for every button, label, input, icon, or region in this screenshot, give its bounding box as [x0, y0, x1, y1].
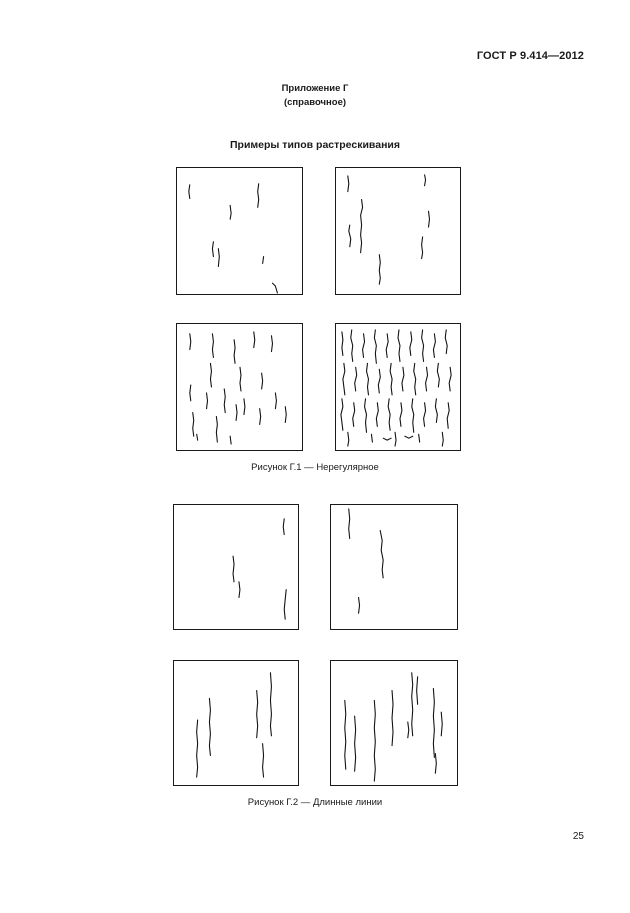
crack-pattern-drawing	[177, 324, 302, 450]
appendix-heading	[0, 82, 630, 110]
appendix-title: Приложение Г	[281, 83, 349, 94]
crack-pattern-drawing	[174, 661, 298, 785]
crack-panel-long-lines-light	[330, 504, 458, 630]
crack-panel-irregular-sparse	[176, 167, 303, 295]
figure-caption: Рисунок Г.1 — Нерегулярное	[251, 462, 379, 473]
crack-panel-long-lines-medium	[173, 660, 299, 786]
standard-code: ГОСТ Р 9.414—2012	[476, 50, 584, 62]
crack-panel-irregular-dense	[335, 323, 461, 451]
page-number: 25	[572, 831, 584, 842]
crack-pattern-drawing	[174, 505, 298, 629]
section-title: Примеры типов растрескивания	[229, 139, 401, 151]
crack-pattern-drawing	[331, 505, 457, 629]
figure-caption: Рисунок Г.2 — Длинные линии	[247, 797, 383, 808]
crack-pattern-drawing	[177, 168, 302, 294]
crack-panel-long-lines-sparse	[173, 504, 299, 630]
crack-panel-long-lines-dense	[330, 660, 458, 786]
crack-pattern-drawing	[336, 168, 460, 294]
appendix-subtitle: (справочное)	[283, 97, 347, 108]
crack-pattern-drawing	[331, 661, 457, 785]
crack-panel-irregular-medium	[176, 323, 303, 451]
crack-pattern-drawing	[336, 324, 460, 450]
crack-panel-irregular-light	[335, 167, 461, 295]
